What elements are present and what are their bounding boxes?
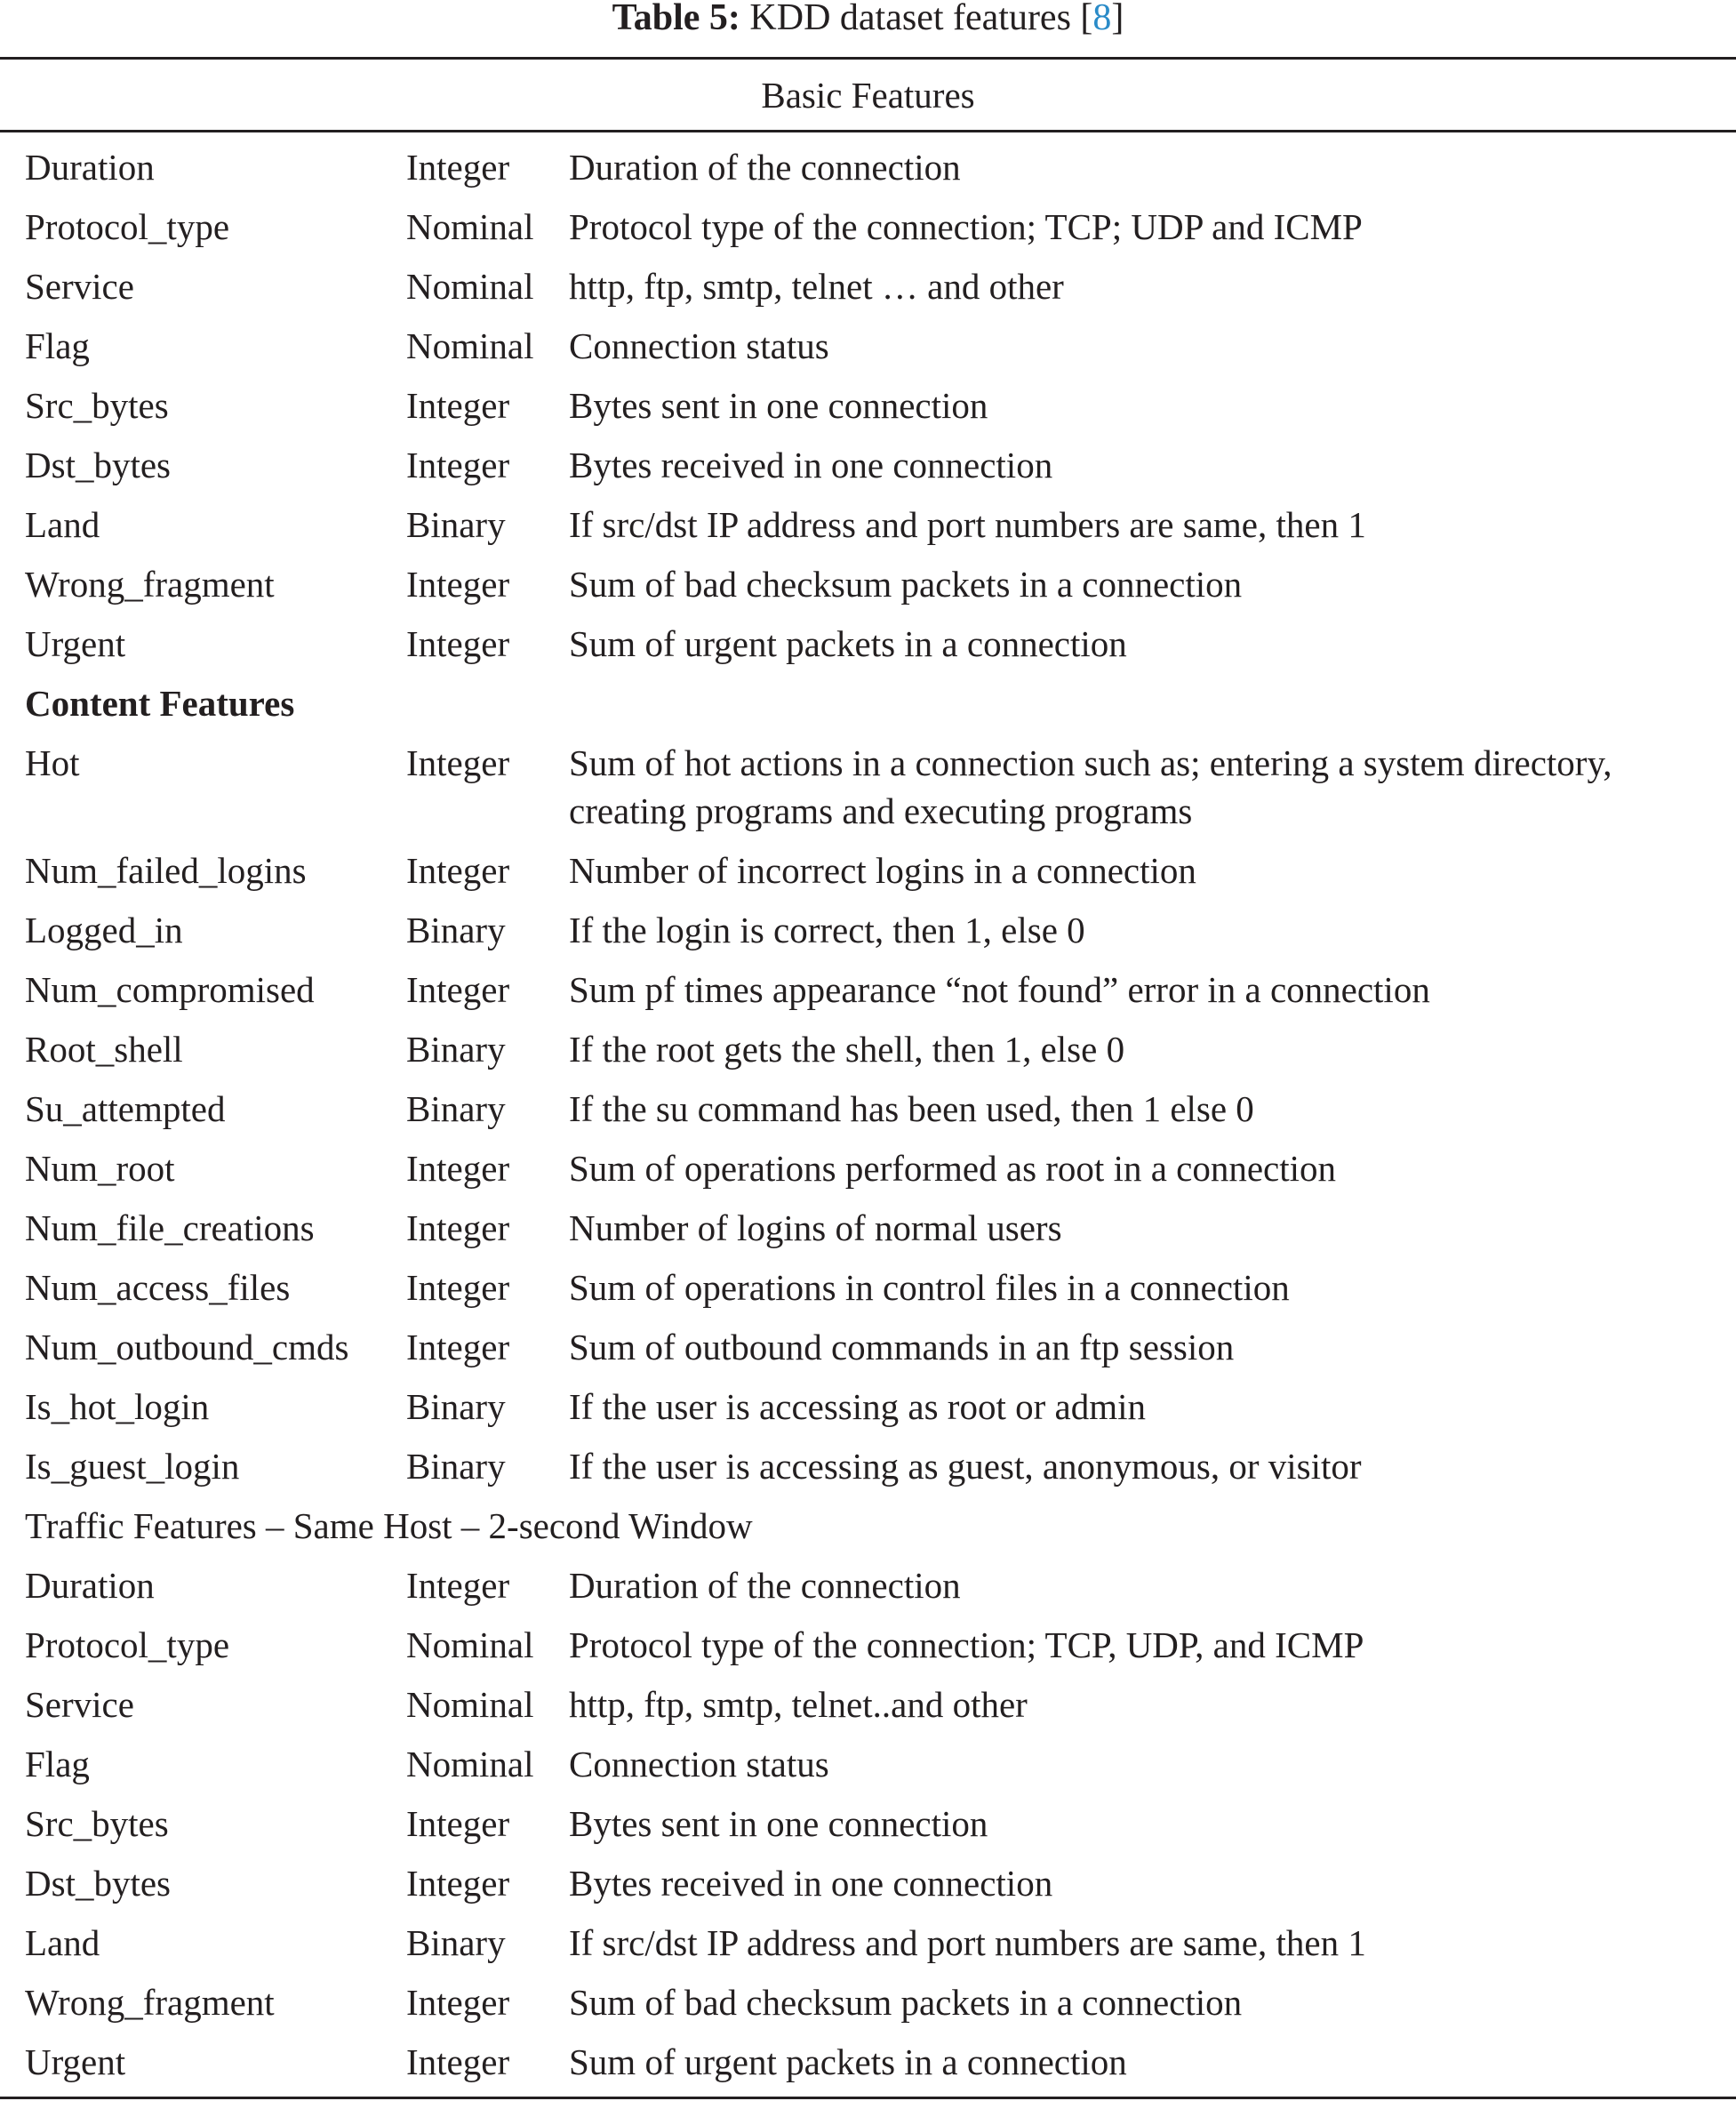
feature-type: Integer (406, 623, 510, 664)
table-row (0, 1377, 1736, 1437)
traffic-features-group (0, 1556, 1736, 2092)
caption-text: KDD dataset features [ (749, 0, 1093, 38)
feature-name: Logged_in (25, 910, 183, 950)
feature-description: If the user is accessing as root or admin (569, 1386, 1146, 1427)
feature-type: Integer (406, 1863, 510, 1904)
table-row (0, 1973, 1736, 2033)
feature-type: Nominal (406, 1744, 534, 1784)
table-row (0, 1794, 1736, 1854)
feature-name: Duration (25, 1565, 155, 1606)
citation-link[interactable]: 8 (1092, 0, 1112, 38)
feature-description: Bytes received in one connection (569, 1863, 1053, 1904)
basic-features-group (0, 138, 1736, 674)
feature-name: Service (25, 266, 134, 307)
feature-name: Num_outbound_cmds (25, 1327, 349, 1367)
feature-name: Su_attempted (25, 1088, 226, 1129)
table-row (0, 901, 1736, 960)
feature-name: Protocol_type (25, 206, 230, 247)
feature-type: Binary (406, 1922, 506, 1963)
feature-type: Integer (406, 1565, 510, 1606)
feature-name: Flag (25, 1744, 90, 1784)
table-row (0, 1854, 1736, 1913)
table-row (0, 555, 1736, 614)
feature-description: Sum of outbound commands in an ftp session (569, 1327, 1235, 1367)
table-row (0, 841, 1736, 901)
table-row (0, 2033, 1736, 2092)
caption-close: ] (1111, 0, 1124, 38)
feature-name: Num_compromised (25, 969, 315, 1010)
feature-name: Src_bytes (25, 1803, 169, 1844)
table-row (0, 1139, 1736, 1199)
table-row (0, 1913, 1736, 1973)
feature-name: Protocol_type (25, 1624, 230, 1665)
table-row (0, 317, 1736, 376)
feature-type: Integer (406, 742, 510, 783)
feature-description: If src/dst IP address and port numbers are same, then 1 (569, 504, 1366, 545)
feature-description: Connection status (569, 325, 829, 366)
feature-name: Land (25, 1922, 100, 1963)
feature-description: Protocol type of the connection; TCP; UDP and ICMP (569, 206, 1363, 247)
feature-description: http, ftp, smtp, telnet..and other (569, 1684, 1028, 1725)
features-table (0, 138, 1736, 2092)
section-row-content (0, 674, 1736, 734)
feature-type: Integer (406, 1148, 510, 1189)
feature-name: Num_file_creations (25, 1207, 315, 1248)
feature-type: Integer (406, 1267, 510, 1308)
feature-description: If src/dst IP address and port numbers are same, then 1 (569, 1922, 1366, 1963)
table-row (0, 1556, 1736, 1616)
feature-name: Src_bytes (25, 385, 169, 426)
feature-description: Number of incorrect logins in a connection (569, 850, 1196, 891)
feature-type: Nominal (406, 1684, 534, 1725)
caption-label: Table 5: (612, 0, 740, 38)
table-row (0, 1020, 1736, 1079)
feature-name: Is_guest_login (25, 1446, 240, 1487)
feature-type: Integer (406, 1982, 510, 2023)
table-row (0, 197, 1736, 257)
feature-type: Integer (406, 385, 510, 426)
feature-type: Binary (406, 1029, 506, 1070)
feature-description: Sum of operations performed as root in a connection (569, 1148, 1337, 1189)
table-row (0, 614, 1736, 674)
feature-name: Wrong_fragment (25, 1982, 275, 2023)
table-row (0, 1199, 1736, 1258)
feature-description: Duration of the connection (569, 1565, 961, 1606)
feature-description: Sum pf times appearance “not found” error in a connection (569, 969, 1430, 1010)
section-heading-basic: Basic Features (761, 75, 975, 116)
feature-description: Sum of urgent packets in a connection (569, 2041, 1127, 2082)
feature-description: Duration of the connection (569, 147, 961, 188)
feature-type: Nominal (406, 1624, 534, 1665)
feature-type: Integer (406, 1803, 510, 1844)
bottom-rule (0, 2097, 1736, 2099)
feature-type: Binary (406, 910, 506, 950)
table-row (0, 1616, 1736, 1675)
table-row (0, 1079, 1736, 1139)
feature-type: Integer (406, 445, 510, 485)
feature-type: Binary (406, 504, 506, 545)
table-row (0, 138, 1736, 197)
feature-type: Integer (406, 1207, 510, 1248)
feature-type: Integer (406, 850, 510, 891)
feature-type: Nominal (406, 325, 534, 366)
table-row (0, 960, 1736, 1020)
feature-name: Root_shell (25, 1029, 183, 1070)
feature-name: Is_hot_login (25, 1386, 210, 1427)
feature-description: Protocol type of the connection; TCP, UDP, and ICMP (569, 1624, 1364, 1665)
feature-name: Num_failed_logins (25, 850, 307, 891)
feature-type: Integer (406, 147, 510, 188)
feature-description: If the su command has been used, then 1 else 0 (569, 1088, 1254, 1129)
table-row (0, 436, 1736, 495)
feature-name: Service (25, 1684, 134, 1725)
feature-name: Urgent (25, 623, 126, 664)
feature-name: Wrong_fragment (25, 564, 275, 605)
feature-description: Sum of hot actions in a connection such as; entering a system directory, creating programs and executing programs (569, 742, 1612, 831)
feature-description: If the user is accessing as guest, anonymous, or visitor (569, 1446, 1362, 1487)
feature-name: Flag (25, 325, 90, 366)
feature-name: Dst_bytes (25, 1863, 171, 1904)
feature-name: Dst_bytes (25, 445, 171, 485)
table-caption (0, 0, 1736, 36)
feature-type: Binary (406, 1446, 506, 1487)
section-heading-content: Content Features (25, 683, 295, 724)
feature-description: Number of logins of normal users (569, 1207, 1062, 1248)
section-row-traffic (0, 1496, 1736, 1556)
feature-description: Bytes sent in one connection (569, 385, 988, 426)
section-heading-traffic: Traffic Features – Same Host – 2-second Window (25, 1505, 753, 1546)
feature-description: Sum of bad checksum packets in a connection (569, 1982, 1243, 2023)
table-row (0, 1735, 1736, 1794)
feature-name: Num_access_files (25, 1267, 291, 1308)
feature-description: Bytes received in one connection (569, 445, 1053, 485)
table-row (0, 1675, 1736, 1735)
table-row (0, 734, 1736, 841)
table-row (0, 1437, 1736, 1496)
content-features-group (0, 734, 1736, 1496)
feature-type: Binary (406, 1088, 506, 1129)
feature-description: If the login is correct, then 1, else 0 (569, 910, 1085, 950)
feature-type: Integer (406, 1327, 510, 1367)
feature-type: Integer (406, 969, 510, 1010)
feature-type: Binary (406, 1386, 506, 1427)
feature-name: Hot (25, 742, 80, 783)
feature-type: Integer (406, 564, 510, 605)
feature-description: If the root gets the shell, then 1, else 0 (569, 1029, 1125, 1070)
table-row (0, 495, 1736, 555)
header-rule (0, 130, 1736, 132)
feature-name: Land (25, 504, 100, 545)
feature-name: Urgent (25, 2041, 126, 2082)
feature-description: Sum of operations in control files in a connection (569, 1267, 1290, 1308)
table-row (0, 376, 1736, 436)
feature-description: Sum of bad checksum packets in a connection (569, 564, 1243, 605)
feature-description: http, ftp, smtp, telnet … and other (569, 266, 1064, 307)
feature-description: Bytes sent in one connection (569, 1803, 988, 1844)
feature-description: Sum of urgent packets in a connection (569, 623, 1127, 664)
feature-description: Connection status (569, 1744, 829, 1784)
feature-name: Duration (25, 147, 155, 188)
top-rule (0, 57, 1736, 60)
table-row (0, 1258, 1736, 1318)
feature-name: Num_root (25, 1148, 175, 1189)
feature-type: Integer (406, 2041, 510, 2082)
feature-type: Nominal (406, 206, 534, 247)
table-row (0, 1318, 1736, 1377)
table-row (0, 257, 1736, 317)
feature-type: Nominal (406, 266, 534, 307)
